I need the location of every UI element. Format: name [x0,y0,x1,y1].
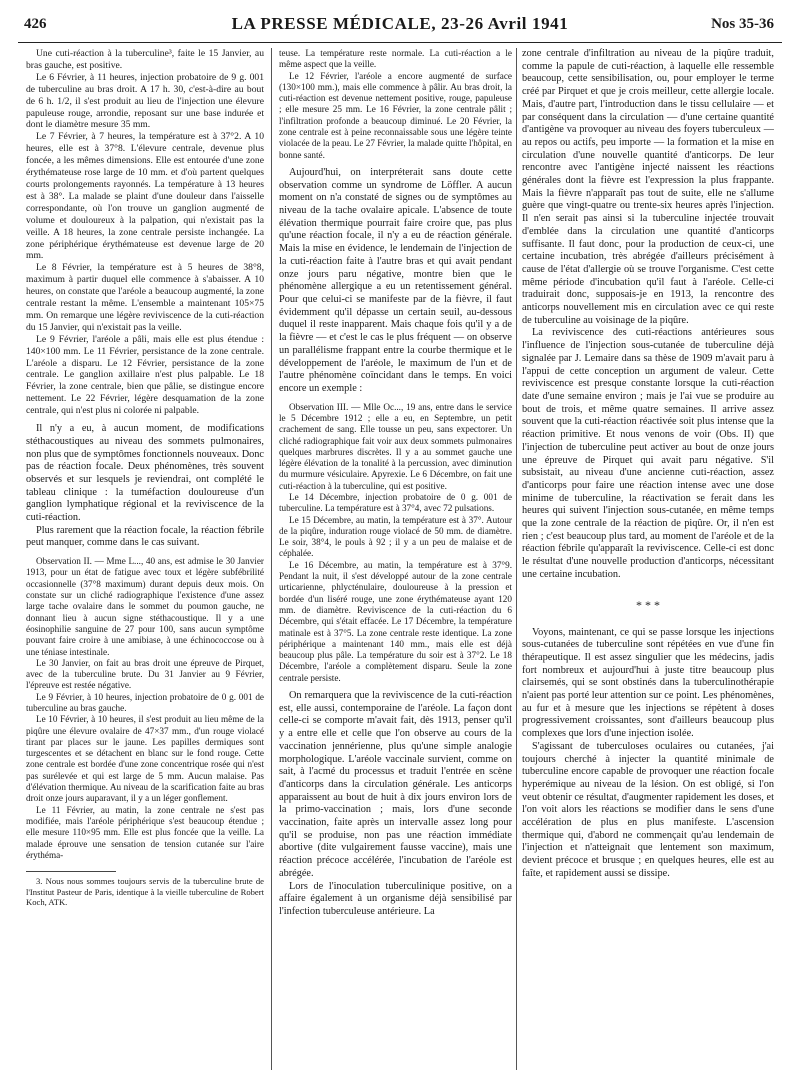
paragraph: S'agissant de tuberculoses oculaires ou cutanées, j'ai toujours cherché à injecter la quantité minimale de tuberculine encore capable de provoquer une réaction focale hyperémique au niveau de la lésion. On est obligé, si l'on veut obtenir ce résultat, d'augmenter rapidement les doses, et l'on voit alors les réactions se modifier dans le sens d'une accélération de plus en plus manifeste. L'ascension thermique qui, d'abord ne commençait qu'au lendemain de l'injection et n'atteignait que lentement son maximum, devient précoce et brusque ; en quelques heures, elle est au faîte, et rapidement aussi se dissipe. [522,740,774,879]
issue-number: Nos 35-36 [711,16,774,32]
paragraph: Le 10 Février, à 10 heures, il s'est produit au lieu même de la piqûre une élevure ovalaire de 47×37 mm., d'un rouge violacé tirant par places sur le jaune. Les papilles dermiques sont turgescentes et se détachent en blanc sur le fond rouge. Cette zone centrale est bordée d'une zone concentrique rosée qui n'est pas surélevée et qui est large de 5 mm. Aucun malaise. Pas d'élévation thermique. Au niveau de la scarification faite au bras droit onze jours auparavant, il y a un léger gonflement. [26,714,264,804]
paragraph: Le 12 Février, l'aréole a encore augmenté de surface (130×100 mm.), mais elle commence à pâlir. Au bras droit, la cuti-réaction est devenue nettement positive, rouge, papuleuse ; elle mesure 25 mm. Le 16 Février, la zone centrale pâlit ; l'infiltration profonde a beaucoup diminué. Le 20 Février, la zone centrale est à peine reconnaissable sous une légère teinte violacée de la peau. Le 27 Février, la malade quitte l'hôpital, en bonne santé. [279,70,512,160]
paragraph: Le 6 Février, à 11 heures, injection probatoire de 9 g. 001 de tuberculine au bras droit. A 17 h. 30, c'est-à-dire au bout de 6 h. 1/2, il s'est produit au lieu de l'injection une élevure papuleuse rouge, arrondie, reposant sur une base indurée et dont le diamètre mesure 35 mm. [26,71,264,131]
paragraph: Le 9 Février, à 10 heures, injection probatoire de 0 g. 001 de tuberculine au bras gauche. [26,691,264,713]
paragraph: La reviviscence des cuti-réactions antérieures sous l'influence de l'injection sous-cutanée de tuberculine déjà signalée par J. Lemaire dans sa thèse de 1909 m'avait paru à l'appui de cette conception un argument de valeur. Cette reviviscence est presque constante lorsque la cuti-réaction date d'une semaine environ ; mais je l'ai vue se produire au bout de trois, et même quatre semaines. Il arrive assez souvent que la cuti-réaction réactivée soit plus intense que la réaction primitive. Et nous venons de voir (Obs. II) que l'injection de tuberculine peut activer au bout de onze jours une épreuve de Pirquet qui avait paru négative. S'il subsistait, au niveau d'une ancienne cuti-réaction, assez d'anticorps pour faire une réaction intense avec une dose minime de tuberculine, la réactivation se ferait dans les heures qui suivent l'injection sous-cutanée, en même temps que la zone centrale de la réaction de piqûre. Or, il n'en est rien ; c'est beaucoup plus tard, au moment de l'aréole et de la réaction fébrile qu'apparaît la reviviscence. Celle-ci est donc le résultat d'une nouvelle production d'anticorps, nécessitant une certaine incubation. [522,327,774,580]
paragraph: Lors de l'inoculation tuberculinique positive, on a affaire également à un organisme déjà sensibilisé par l'infection tuberculeuse antérieure. La [279,880,512,917]
paragraph: Aujourd'hui, on interpréterait sans doute cette observation comme un syndrome de Löffler. A aucun moment on n'a constaté de signes ou de symptômes au niveau de la tache ovalaire apicale. L'absence de toute élévation thermique pourrait faire croire que, pas plus qu'une réaction focale, il n'y a eu de réaction générale. Mais la mise en évidence, le lendemain de l'injection de la cuti-réaction faite à l'autre bras et qui avait pendant onze jours paru négative, montre bien que le phénomène allergique a eu un retentissement général. Pour que celui-ci se manifeste par de la fièvre, il faut évidemment qu'il dépasse un certain seuil, au-dessous duquel il reste inapparent. Mais chaque fois qu'il y a de la fièvre — et c'est le cas le plus fréquent — on observe un parallélisme frappant entre la courbe thermique et le développement de l'aréole, le maximum de l'un et de l'autre phénomène coïncidant dans le temps. En voici encore un exemple : [279,166,512,394]
page-header [18,14,782,40]
column-1 [26,48,264,1072]
observation-2: Observation II. — Mme L..., 40 ans, est admise le 30 Janvier 1913, pour un état de fatigue avec toux et légère subfébrilité occasionnelle (37°8 maximum) durant depuis deux mois. On constate sur un cliché radiographique l'existence d'une assez large tache ovalaire dans le sommet du poumon gauche, ne donnant lieu à aucun signe stéthacoustique. Il y a une éosinophilie sanguine de 27 pour 100, sans aucun symptôme pouvant faire croire à une amibiase, à une échinococcose ou à une téniase intestinale. [26,556,264,657]
paragraph: On remarquera que la reviviscence de la cuti-réaction est, elle aussi, contemporaine de l'aréole. La façon dont celle-ci se comporte m'avait fait, dès 1913, penser qu'il y a entre elle et celle que l'on observe au cours de la vaccination jennérienne, plus qu'une simple analogie morphologique. L'aréole vaccinale survient, comme on sait, à l'acmé du processus et traduit l'entrée en scène d'anticorps dans la circulation générale. Les anticorps apparaissent au bout de huit à dix jours environ lors de la primo-vaccination ; mais, lors d'une seconde vaccination, faite après un intervalle assez long pour qu'il se produise, non pas une réaction immédiate abortive (dite vulgairement fausse vaccine), mais une réaction précoce accélérée, l'incubation de l'aréole est abrégée. [279,690,512,879]
column-2 [279,48,512,1072]
paragraph: zone centrale d'infiltration au niveau de la piqûre traduit, comme la papule de cuti-réaction, à laquelle elle ressemble beaucoup, cette sensibilisation, ou, pour employer le terme créé par Pirquet et que je crois meilleur, cette allergie locale. Mais, d'autre part, l'introduction dans le tissu cellulaire — et par conséquent dans la circulation — d'une certaine quantité d'antigène va provoquer au niveau des foyers tuberculeux — au repos ou actifs, peu importe — la formation et la mise en circulation d'une nouvelle quantité d'anticorps. De leur rencontre avec l'antigène injecté naissent les réactions générales dont la fièvre est l'expression la plus frappante. Mais la fièvre n'apparaît pas tout de suite, elle ne s'allume guère que vingt-quatre ou trente-six heures après l'injection. Il n'en serait pas ainsi si la tuberculine injectée trouvait d'emblée dans la circulation une quantité d'anticorps suffisante. Il faut donc, pour la production de ceux-ci, une certaine incubation, très abrégée d'ailleurs précisément à cause de l'état d'allergie où se trouve l'organisme. C'est cette même période d'incubation qu'il faut à l'aréole. Celle-ci traduirait donc, supposais-je en 1913, la rencontre des anticorps nouvellement mis en circulation avec ce qui reste de tuberculine au voisinage de la piqûre. [522,48,774,326]
column-divider [516,48,517,1070]
paragraph: Il n'y a eu, à aucun moment, de modifications stéthacoustiques au niveau des sommets pulmonaires, non plus que de symptômes fonctionnels nouveaux. Donc pas de réaction focale. Deux phénomènes, très souvent observés et sur lesquels je reviendrai, ont complété le tableau clinique : la tuméfaction douloureuse d'un ganglion lymphatique régional et la reviviscence de la cuti-réaction. [26,423,264,524]
column-divider [271,48,272,1070]
column-3 [522,48,774,1072]
observation-3: Observation III. — Mlle Oc..., 19 ans, entre dans le service le 5 Décembre 1912 ; elle a eu, en Septembre, un petit crachement de sang. Elle tousse un peu, sans expectorer. Un cliché radiographique fait voir aux deux sommets pulmonaires quelques marbrures discrètes. Il y a au sommet gauche une légère élévation de la tonalité à la percussion, avec diminution du murmure vésiculaire. Apyrexie. Le 6 Décembre, on fait une cuti-réaction à la tuberculine, qui est positive. [279,401,512,491]
paragraph: Le 16 Décembre, au matin, la température est à 37°9. Pendant la nuit, il s'est développé autour de la zone centrale urticarienne, phlycténulaire, douloureuse à la pression et bordée d'un liséré rouge, une zone érythémateuse ayant 120 mm. de diamètre. Reviviscence de la cuti-réaction du 6 Décembre, qui s'était effacée. Le 17 Décembre, la température matinale est à 37°5. La zone centrale reste identique. La zone périphérique a maintenant 140 mm., mais elle est déjà beaucoup plus pâle. La température du soir est à 37°2. Le 18 Décembre, l'aréole a complètement disparu. Seule la zone centrale persiste. [279,559,512,683]
footnote: 3. Nous nous sommes toujours servis de la tuberculine brute de l'Institut Pasteur de Paris, identique à la vieille tuberculine de Robert Koch, ATK. [26,876,264,908]
paragraph: Une cuti-réaction à la tuberculine³, faite le 15 Janvier, au bras gauche, est positive. [26,48,264,71]
paragraph: Plus rarement que la réaction focale, la réaction fébrile peut manquer, comme dans le cas suivant. [26,524,264,549]
paragraph: teuse. La température reste normale. La cuti-réaction a le même aspect que la veille. [279,48,512,70]
paragraph: Le 15 Décembre, au matin, la température est à 37°. Autour de la piqûre, induration rouge violacé de 50 mm. de diamètre. Le soir, 38°4, le pouls à 92 ; il y a un peu de malaise et de céphalée. [279,514,512,559]
paragraph: Le 9 Février, l'aréole a pâli, mais elle est plus étendue : 140×100 mm. Le 11 Février, persistance de la zone centrale. L'aréole a disparu. Le 12 Février, persistance de la zone centrale. Le ganglion axillaire n'est plus palpable. Le 18 Février, la zone centrale, bien que pâlie, se distingue encore nettement. Le 22 Février, légère desquamation de la zone centrale, qui n'est plus ni colorée ni palpable. [26,333,264,417]
page-number: 426 [24,16,47,32]
journal-title: LA PRESSE MÉDICALE, 23-26 Avril 1941 [231,14,569,33]
paragraph: Le 14 Décembre, injection probatoire de 0 g. 001 de tuberculine. La température est à 37°4, avec 72 pulsations. [279,492,512,514]
paragraph: Le 8 Février, la température est à 5 heures de 38°8, maximum à partir duquel elle commence à s'abaisser. A 10 heures, on constate que l'aréole a beaucoup augmenté, la zone centrale restant la même. L'ensemble a maintenant 105×75 mm. On remarque une légère reviviscence de la cuti-réaction du 15 Janvier, qui n'existait pas la veille. [26,262,264,333]
paragraph: Le 7 Février, à 7 heures, la température est à 37°2. A 10 heures, elle est à 37°8. L'élevure centrale, devenue plus foncée, a les mêmes dimensions. Elle est entourée d'une zone érythémateuse rose large de 10 mm. et d'où partent quelques courts prolongements rayonnés. La température à 13 heures est à 38°. La malade se plaint d'une douleur dans l'aisselle correspondante, où l'on trouve un ganglion augmenté de volume et douloureux à la palpation, qui n'existait pas la veille. A 18 heures, la zone centrale persiste inchangée. La zone périphérique érythémateuse est devenue large de 20 mm. [26,131,264,262]
paragraph: Voyons, maintenant, ce qui se passe lorsque les injections sous-cutanées de tuberculine sont répétées en vue d'une fin thérapeutique. Il est assez singulier que les médecins, jadis fort nombreux et aujourd'hui à juste titre beaucoup plus clairsemés, qui se sont obstinés dans la tuberculinothérapie n'aient pas porté leur attention sur ce point. Les phénomènes, au fur et à mesure que les injections se répètent à doses progressivement croissantes, sont d'ailleurs beaucoup plus complexes que lors d'une injection isolée. [522,626,774,740]
section-separator-stars: * * * [636,597,660,612]
paragraph: Le 30 Janvier, on fait au bras droit une épreuve de Pirquet, avec de la tuberculine brute. Du 31 Janvier au 9 Février, l'épreuve est restée négative. [26,657,264,691]
header-rule [18,42,782,43]
paragraph: Le 11 Février, au matin, la zone centrale ne s'est pas modifiée, mais l'aréole périphérique s'est beaucoup étendue ; elle mesure 110×95 mm. Elle est plus foncée que la veille. La malade éprouve une sensation de tension cutanée sur l'aire érythéma- [26,804,264,860]
